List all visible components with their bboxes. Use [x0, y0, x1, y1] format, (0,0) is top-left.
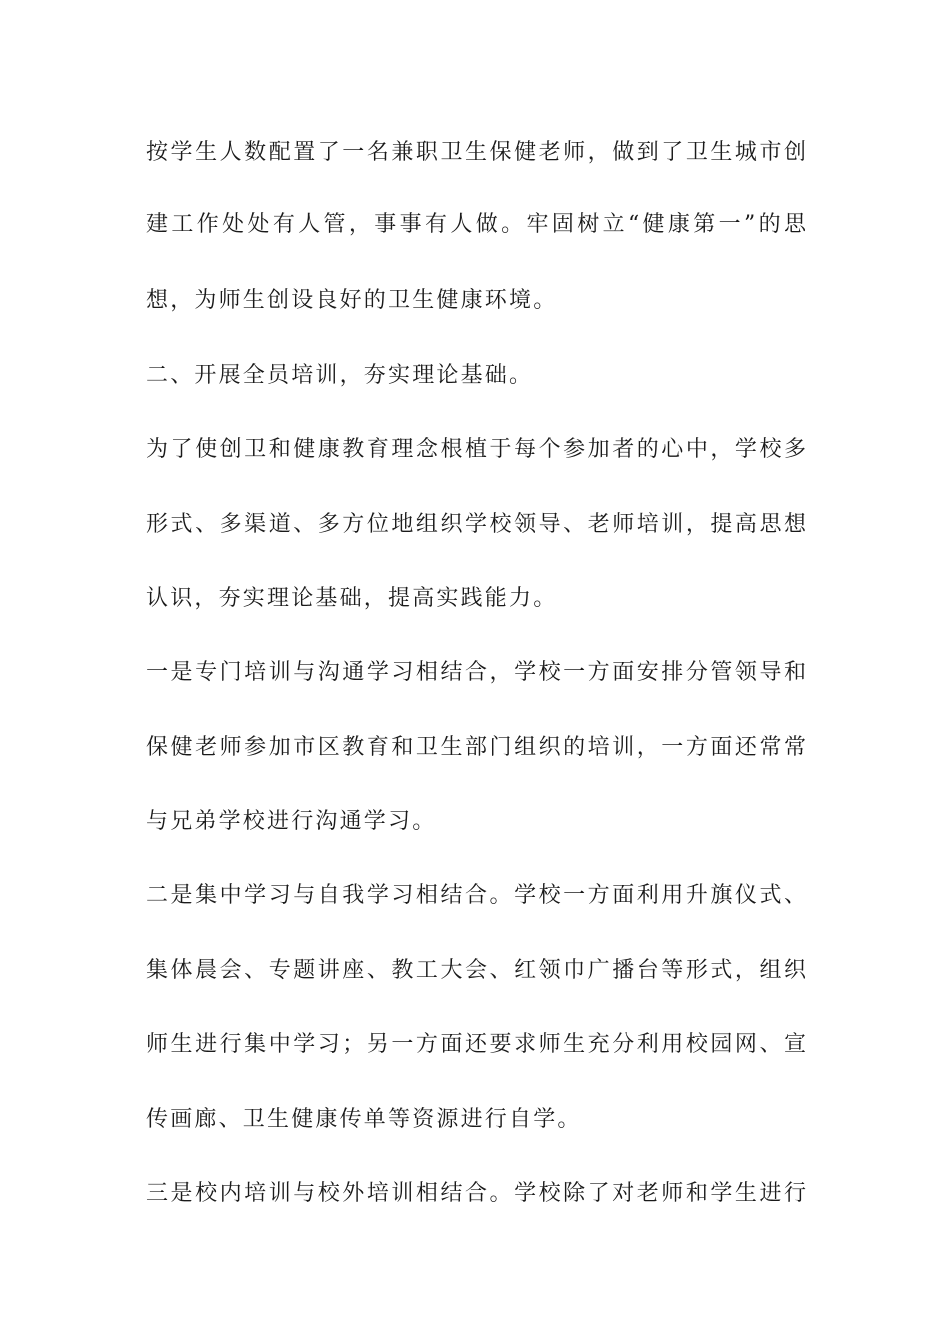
text-line-14: 传画廊、卫生健康传单等资源进行自学。 [146, 1107, 582, 1132]
text-line-10: 与兄弟学校进行沟通学习。 [146, 809, 437, 834]
text-line-6: 形式、多渠道、多方位地组织学校领导、老师培训，提高思想 [146, 512, 806, 537]
text-line-2: 建工作处处有人管，事事有人做。牢固树立“健康第一”的思 [146, 212, 806, 237]
text-line-5: 为了使创卫和健康教育理念根植于每个参加者的心中，学校多 [146, 437, 806, 462]
text-line-12: 集体晨会、专题讲座、教工大会、红领巾广播台等形式，组织 [146, 958, 806, 983]
text-line-1: 按学生人数配置了一名兼职卫生保健老师，做到了卫生城市创 [146, 140, 806, 165]
text-line-7: 认识，夯实理论基础，提高实践能力。 [146, 586, 558, 611]
text-line-15: 三是校内培训与校外培训相结合。学校除了对老师和学生进行 [146, 1181, 806, 1206]
section-heading: 二、开展全员培训，夯实理论基础。 [146, 363, 534, 388]
text-line-9: 保健老师参加市区教育和卫生部门组织的培训，一方面还常常 [146, 735, 806, 760]
text-line-3: 想，为师生创设良好的卫生健康环境。 [146, 288, 558, 313]
text-line-11: 二是集中学习与自我学习相结合。学校一方面利用升旗仪式、 [146, 883, 806, 908]
text-line-13: 师生进行集中学习；另一方面还要求师生充分利用校园网、宣 [146, 1032, 806, 1057]
text-line-8: 一是专门培训与沟通学习相结合，学校一方面安排分管领导和 [146, 660, 806, 685]
